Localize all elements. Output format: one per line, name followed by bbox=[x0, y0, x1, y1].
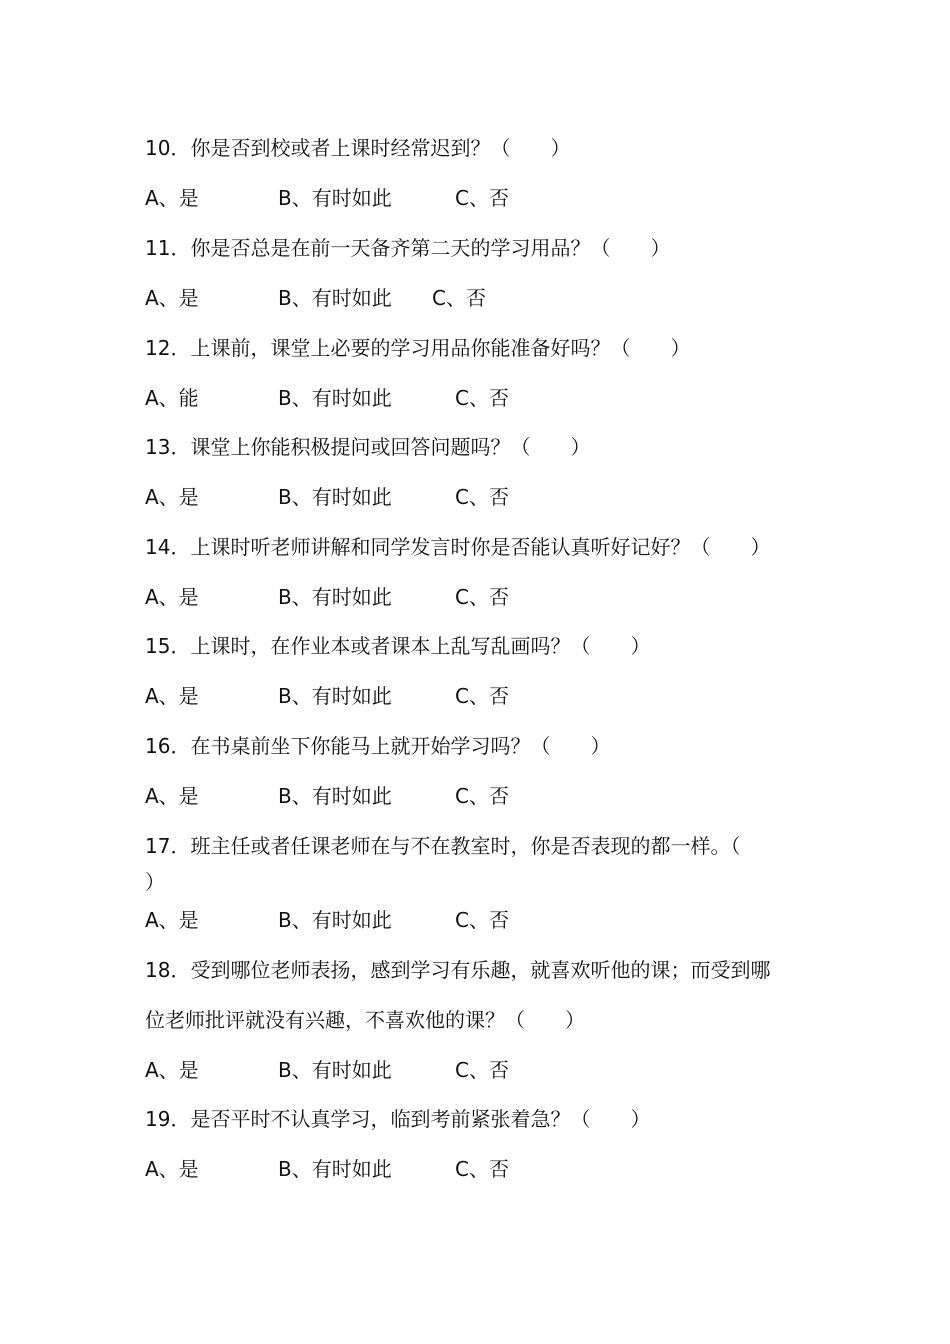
question-19: 19．是否平时不认真学习，临到考前紧张着急？（ ） bbox=[145, 1107, 651, 1131]
option-a: A、是 bbox=[145, 485, 199, 509]
option-c: C、否 bbox=[455, 386, 509, 410]
option-b: B、有时如此 bbox=[278, 386, 392, 410]
option-c: C、否 bbox=[432, 286, 486, 310]
option-c: C、否 bbox=[455, 684, 509, 708]
question-10: 10．你是否到校或者上课时经常迟到？（ ） bbox=[145, 136, 571, 160]
question-13: 13．课堂上你能积极提问或回答问题吗？（ ） bbox=[145, 435, 591, 459]
option-a: A、是 bbox=[145, 684, 199, 708]
option-b: B、有时如此 bbox=[278, 585, 392, 609]
option-c: C、否 bbox=[455, 485, 509, 509]
question-14: 14．上课时听老师讲解和同学发言时你是否能认真听好记好？（ ） bbox=[145, 535, 771, 559]
option-b: B、有时如此 bbox=[278, 485, 392, 509]
question-18-continuation: 位老师批评就没有兴趣，不喜欢他的课？（ ） bbox=[145, 1008, 585, 1032]
option-b: B、有时如此 bbox=[278, 684, 392, 708]
question-16: 16．在书桌前坐下你能马上就开始学习吗？（ ） bbox=[145, 734, 611, 758]
option-c: C、否 bbox=[455, 1058, 509, 1082]
option-c: C、否 bbox=[455, 784, 509, 808]
question-18: 18．受到哪位老师表扬，感到学习有乐趣，就喜欢听他的课；而受到哪 bbox=[145, 958, 771, 982]
option-c: C、否 bbox=[455, 585, 509, 609]
option-a: A、是 bbox=[145, 1157, 199, 1181]
option-a: A、是 bbox=[145, 186, 199, 210]
option-b: B、有时如此 bbox=[278, 908, 392, 932]
option-b: B、有时如此 bbox=[278, 784, 392, 808]
option-b: B、有时如此 bbox=[278, 1157, 392, 1181]
option-b: B、有时如此 bbox=[278, 186, 392, 210]
option-a: A、是 bbox=[145, 1058, 199, 1082]
question-12: 12．上课前，课堂上必要的学习用品你能准备好吗？（ ） bbox=[145, 336, 691, 360]
option-c: C、否 bbox=[455, 186, 509, 210]
option-b: B、有时如此 bbox=[278, 1058, 392, 1082]
option-a: A、是 bbox=[145, 784, 199, 808]
question-17: 17．班主任或者任课老师在与不在教室时，你是否表现的都一样。（ bbox=[145, 834, 741, 858]
option-c: C、否 bbox=[455, 908, 509, 932]
option-a: A、能 bbox=[145, 386, 199, 410]
option-c: C、否 bbox=[455, 1157, 509, 1181]
question-15: 15．上课时，在作业本或者课本上乱写乱画吗？（ ） bbox=[145, 634, 651, 658]
question-17-continuation: ） bbox=[145, 870, 165, 894]
question-11: 11．你是否总是在前一天备齐第二天的学习用品？（ ） bbox=[145, 236, 671, 260]
option-a: A、是 bbox=[145, 585, 199, 609]
option-b: B、有时如此 bbox=[278, 286, 392, 310]
option-a: A、是 bbox=[145, 286, 199, 310]
option-a: A、是 bbox=[145, 908, 199, 932]
